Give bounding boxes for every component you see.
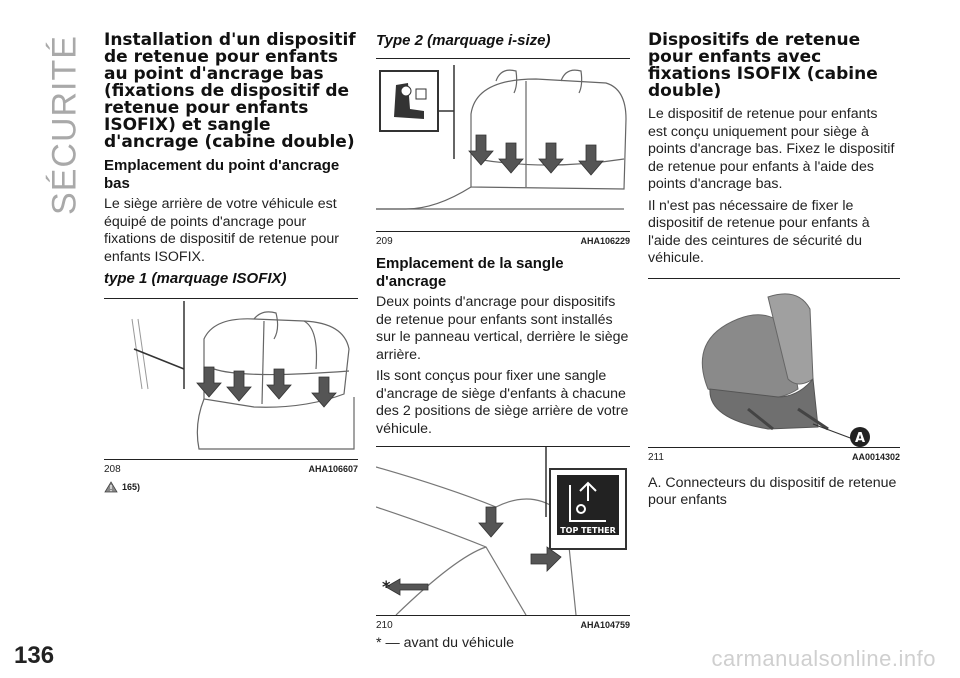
column-2: [376, 26, 630, 657]
front-star-marker: *: [382, 577, 391, 596]
paragraph-tether-location: Deux points d'ancrage pour dispositifs de retenue pour enfants sont installés sur le panneau vertical, derrière le siège arrière.: [376, 294, 629, 363]
column-1: [104, 26, 358, 493]
footnote-vehicle-front: * — avant du véhicule: [376, 635, 515, 651]
site-watermark: carmanualsonline.info: [711, 646, 936, 671]
caption-callout-a: A. Connecteurs du dispositif de retenue pour enfants: [648, 474, 897, 508]
figure-code: AHA104759: [580, 620, 630, 630]
column-3: [648, 26, 900, 514]
figure-209-caption: [376, 236, 630, 247]
figure-210-caption: [376, 620, 630, 631]
heading-isofix-restraints: Dispositifs de retenue pour enfants avec fixations ISOFIX (cabine double): [648, 30, 878, 101]
figure-code: AHA106229: [580, 236, 630, 246]
paragraph-no-seatbelt-needed: Il n'est pas nécessaire de fixer le dispositif de retenue pour enfants à l'aide des ceintures de sécurité du véhicule.: [648, 197, 870, 266]
section-side-title: [40, 20, 90, 230]
figure-number: 208: [104, 464, 121, 475]
top-tether-anchor-illustration: [376, 447, 630, 615]
warning-reference: [104, 481, 358, 493]
figure-209: [376, 58, 630, 232]
figure-number: 209: [376, 236, 393, 247]
figure-number: 211: [648, 451, 664, 463]
top-tether-label: TOP TETHER: [560, 526, 616, 535]
paragraph-lower-anchors-only: Le dispositif de retenue pour enfants est conçu uniquement pour siège à points d'ancrage bas. Fixez le dispositif de retenue pour enfants à l'aide des points d'ancrage bas.: [648, 106, 895, 192]
figure-208: [104, 298, 358, 460]
warning-ref-number: 165): [122, 482, 141, 492]
figure-211-caption: [648, 452, 900, 463]
isofix-child-seat-illustration: [648, 279, 900, 447]
figure-210: [376, 446, 630, 616]
paragraph-tether-purpose: Ils sont conçus pour fixer une sangle d'ancrage de siège d'enfants à chacune des 2 positions de siège arrière de votre véhicule.: [376, 368, 629, 437]
subheading-lower-anchor: Emplacement du point d'ancrage bas: [104, 157, 340, 192]
figure-211: [648, 278, 900, 448]
paragraph-isofix-intro: Le siège arrière de votre véhicule est équipé de points d'ancrage pour fixations de dispositif de retenue pour enfants ISOFIX.: [104, 196, 340, 265]
callout-a-label: A: [854, 430, 866, 446]
page-number: 136: [14, 642, 55, 669]
figure-208-caption: [104, 464, 358, 475]
rear-seat-isofix-illustration: [104, 299, 358, 459]
label-type-2: Type 2 (marquage i-size): [376, 32, 551, 49]
figure-code: AHA106607: [308, 464, 358, 474]
figure-number: 210: [376, 620, 393, 631]
heading-isofix-installation: Installation d'un dispositif de retenue pour enfants au point d'ancrage bas (fixations de dispositif de retenue pour enfants ISOFIX) et sangle d'ancrage (cabine double): [104, 30, 356, 152]
warning-triangle-icon: [104, 481, 118, 493]
label-type-1: type 1 (marquage ISOFIX): [104, 270, 287, 287]
rear-seat-isize-illustration: [376, 59, 630, 231]
subheading-tether-anchor: Emplacement de la sangle d'ancrage: [376, 255, 564, 290]
figure-code: AA0014302: [851, 451, 900, 462]
section-label: SÉCURITÉ: [45, 35, 84, 215]
